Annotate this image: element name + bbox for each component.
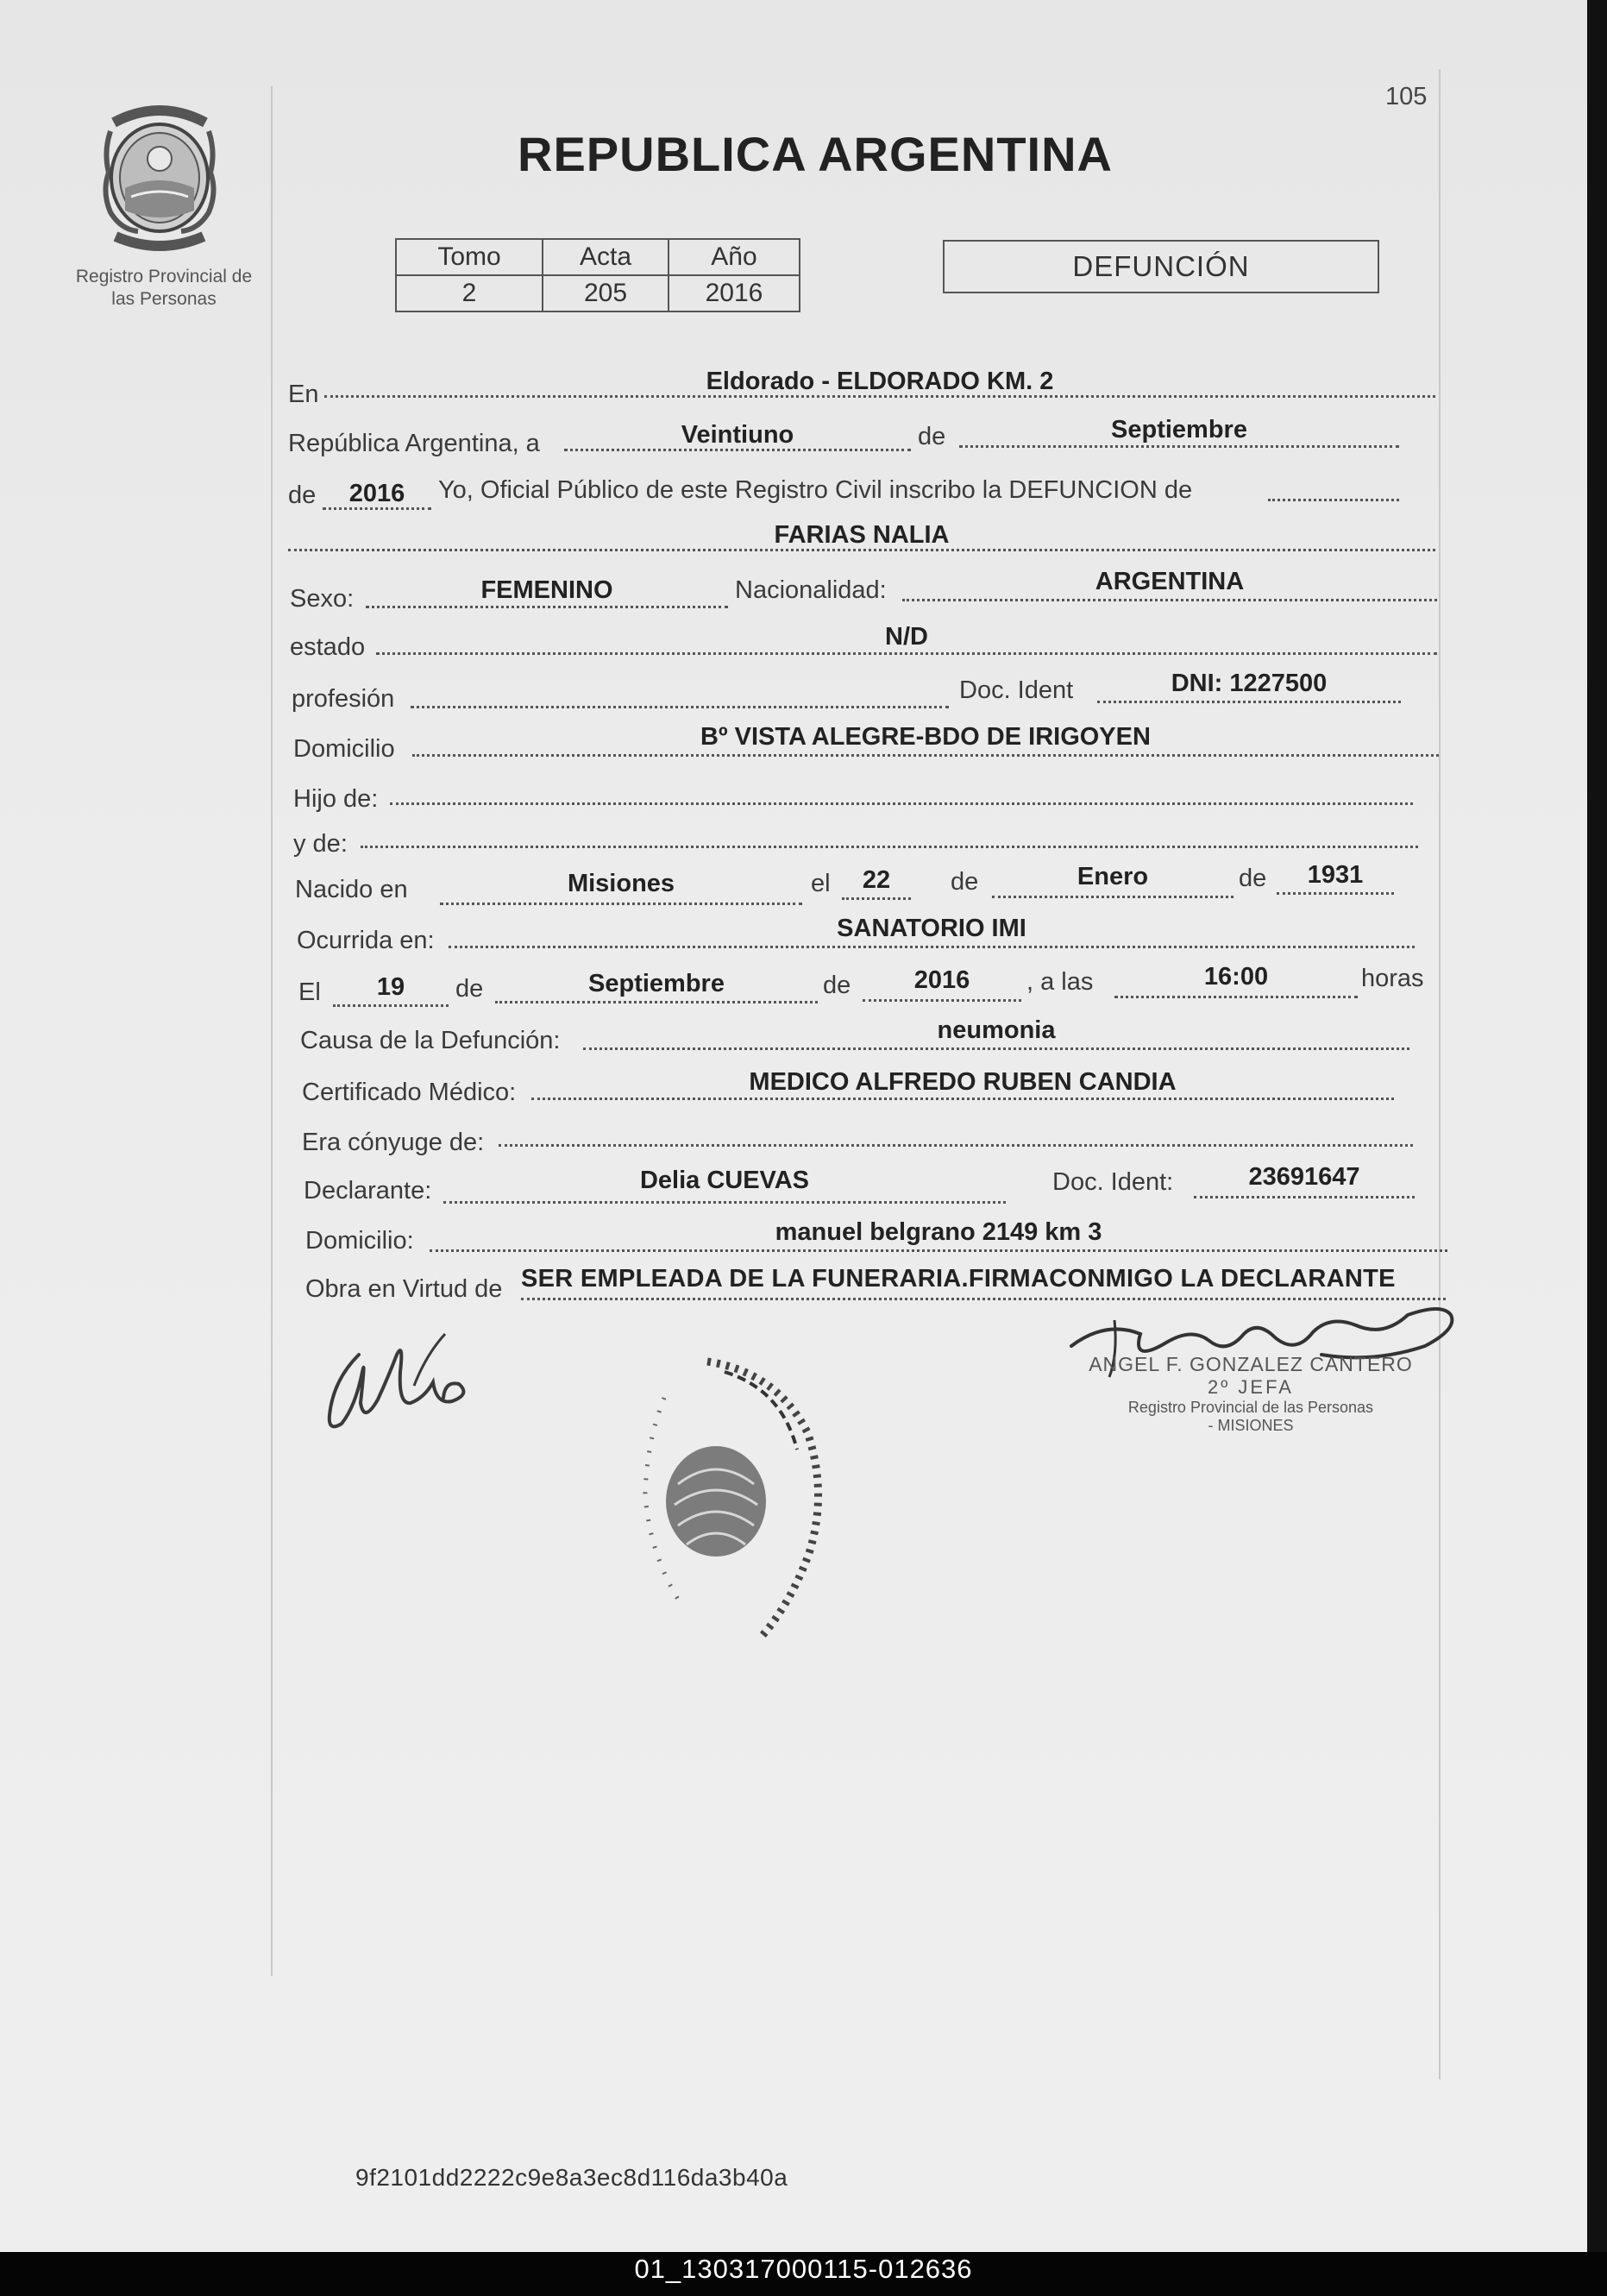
label-doc-ident-2: Doc. Ident: <box>1052 1168 1174 1196</box>
field-line-nacido-dia <box>842 897 911 900</box>
label-de-o1: de <box>455 975 484 1003</box>
value-def-hora: 16:00 <box>1203 963 1269 991</box>
label-doc-ident: Doc. Ident <box>959 676 1074 704</box>
field-line-y-de <box>361 846 1418 848</box>
field-line-mes <box>959 445 1399 448</box>
value-sexo: FEMENINO <box>480 576 613 604</box>
field-line-nacido-lugar <box>440 903 802 905</box>
field-line-def-mes <box>495 1001 818 1003</box>
field-line-doc-ident <box>1097 701 1401 703</box>
document-type-box: DEFUNCIÓN <box>943 240 1379 293</box>
record-table <box>395 238 800 312</box>
value-def-anio: 2016 <box>913 966 970 994</box>
label-el-2: El <box>298 978 321 1006</box>
label-profesion: profesión <box>292 685 395 713</box>
label-conyuge: Era cónyuge de: <box>302 1129 485 1156</box>
value-estado: N/D <box>885 623 928 651</box>
label-obra: Obra en Virtud de <box>305 1275 503 1303</box>
scan-edge <box>1587 0 1607 2252</box>
document-hash: 9f2101dd2222c9e8a3ec8d116da3b40a <box>355 2164 788 2191</box>
round-seal-stamp <box>612 1346 863 1661</box>
field-line-declarante <box>443 1201 1006 1204</box>
label-declarante: Declarante: <box>304 1177 432 1205</box>
official-stamp-registry: Registro Provincial de las Personas <box>1127 1399 1374 1416</box>
field-line-estado <box>376 652 1437 655</box>
table-header-acta: Acta <box>543 239 669 275</box>
page-number: 105 <box>1385 83 1428 110</box>
value-declarante-domicilio: manuel belgrano 2149 km 3 <box>775 1218 1102 1246</box>
value-mes-texto: Septiembre <box>1111 416 1247 443</box>
label-y-de: y de: <box>293 830 348 858</box>
official-stamp-name: ANGEL F. GONZALEZ CANTERO <box>1089 1353 1413 1375</box>
value-declarante: Delia CUEVAS <box>639 1167 810 1194</box>
label-certificado: Certificado Médico: <box>302 1079 517 1106</box>
label-estado: estado <box>290 633 366 661</box>
fingerprint-icon <box>666 1446 766 1557</box>
field-line-profesion <box>411 706 949 708</box>
label-domicilio: Domicilio <box>293 735 395 763</box>
province-crest-icon <box>86 102 233 257</box>
field-line-conyuge <box>499 1144 1413 1147</box>
label-de-n2: de <box>1239 865 1267 892</box>
label-sexo: Sexo: <box>290 585 355 613</box>
field-line-nacionalidad <box>902 599 1437 601</box>
registry-line-2: las Personas <box>111 289 217 309</box>
field-line-declarante-doc <box>1194 1196 1415 1198</box>
value-nacionalidad: ARGENTINA <box>1095 568 1245 595</box>
registry-name <box>60 266 267 311</box>
value-dia-texto: Veintiuno <box>681 421 794 449</box>
value-nacido-anio: 1931 <box>1307 861 1364 889</box>
value-def-dia: 19 <box>376 973 405 1001</box>
value-ocurrida-en: SANATORIO IMI <box>837 915 1026 942</box>
field-line-def-hora <box>1114 996 1358 998</box>
label-hijo-de: Hijo de: <box>293 785 379 813</box>
label-de-1: de <box>918 423 946 450</box>
left-margin-line <box>271 86 273 1976</box>
value-declarante-doc: 23691647 <box>1248 1163 1360 1191</box>
value-nacido-lugar: Misiones <box>567 870 675 897</box>
value-causa: neumonia <box>937 1016 1056 1044</box>
label-domicilio-2: Domicilio: <box>305 1227 414 1255</box>
value-lugar: Eldorado - ELDORADO KM. 2 <box>706 368 1054 395</box>
official-stamp-province: - MISIONES <box>1208 1417 1294 1434</box>
field-line-sexo <box>366 606 728 608</box>
value-certificado: MEDICO ALFREDO RUBEN CANDIA <box>749 1068 1177 1096</box>
value-def-mes: Septiembre <box>588 970 725 997</box>
value-domicilio: Bº VISTA ALEGRE-BDO DE IRIGOYEN <box>700 723 1151 751</box>
value-nacido-mes: Enero <box>1077 863 1149 890</box>
registry-line-1: Registro Provincial de <box>75 267 253 286</box>
declarant-signature <box>324 1320 505 1454</box>
field-line-declarante-domicilio <box>430 1249 1447 1252</box>
field-line-nacido-mes <box>992 896 1233 898</box>
label-horas: horas <box>1361 965 1424 992</box>
table-value-anio: 2016 <box>669 275 800 311</box>
table-header-tomo: Tomo <box>396 239 543 275</box>
label-yo-oficial: Yo, Oficial Público de este Registro Civil inscribo la DEFUNCION de <box>438 476 1193 504</box>
label-de-o2: de <box>823 972 851 999</box>
field-line-defuncion-de <box>1268 499 1399 501</box>
official-stamp <box>1070 1353 1432 1435</box>
official-stamp-title: 2º JEFA <box>1208 1376 1294 1398</box>
label-nacionalidad: Nacionalidad: <box>735 576 887 604</box>
field-line-ocurrida-en <box>449 946 1415 948</box>
label-a-las: , a las <box>1026 968 1094 996</box>
label-en: En <box>288 381 319 408</box>
document-title: REPUBLICA ARGENTINA <box>518 127 1113 181</box>
value-nombre: FARIAS NALIA <box>774 521 950 549</box>
field-line-domicilio <box>412 754 1439 757</box>
field-line-causa <box>583 1047 1409 1050</box>
field-line-def-dia <box>333 1004 449 1007</box>
value-nacido-dia: 22 <box>862 866 891 894</box>
footer-id: 01_130317000115-012636 <box>634 2254 973 2284</box>
label-de-n1: de <box>951 868 979 896</box>
label-el: el <box>811 870 831 897</box>
label-nacido-en: Nacido en <box>295 876 408 903</box>
table-value-acta: 205 <box>543 275 669 311</box>
field-line-def-anio <box>863 999 1021 1002</box>
field-line-hijo-de <box>390 802 1413 805</box>
value-obra: SER EMPLEADA DE LA FUNERARIA.FIRMACONMIGO LA DECLARANTE <box>521 1265 1396 1293</box>
label-causa: Causa de la Defunción: <box>300 1027 561 1054</box>
field-line-nacido-anio <box>1277 892 1394 895</box>
field-line-certificado <box>531 1098 1394 1100</box>
label-de-2: de <box>288 481 317 509</box>
label-republica: República Argentina, a <box>288 430 540 457</box>
value-anio: 2016 <box>348 480 405 507</box>
value-doc-ident: DNI: 1227500 <box>1171 670 1328 697</box>
label-ocurrida-en: Ocurrida en: <box>297 927 435 954</box>
right-margin-line <box>1439 69 1441 2079</box>
table-value-tomo: 2 <box>396 275 543 311</box>
table-header-anio: Año <box>669 239 800 275</box>
